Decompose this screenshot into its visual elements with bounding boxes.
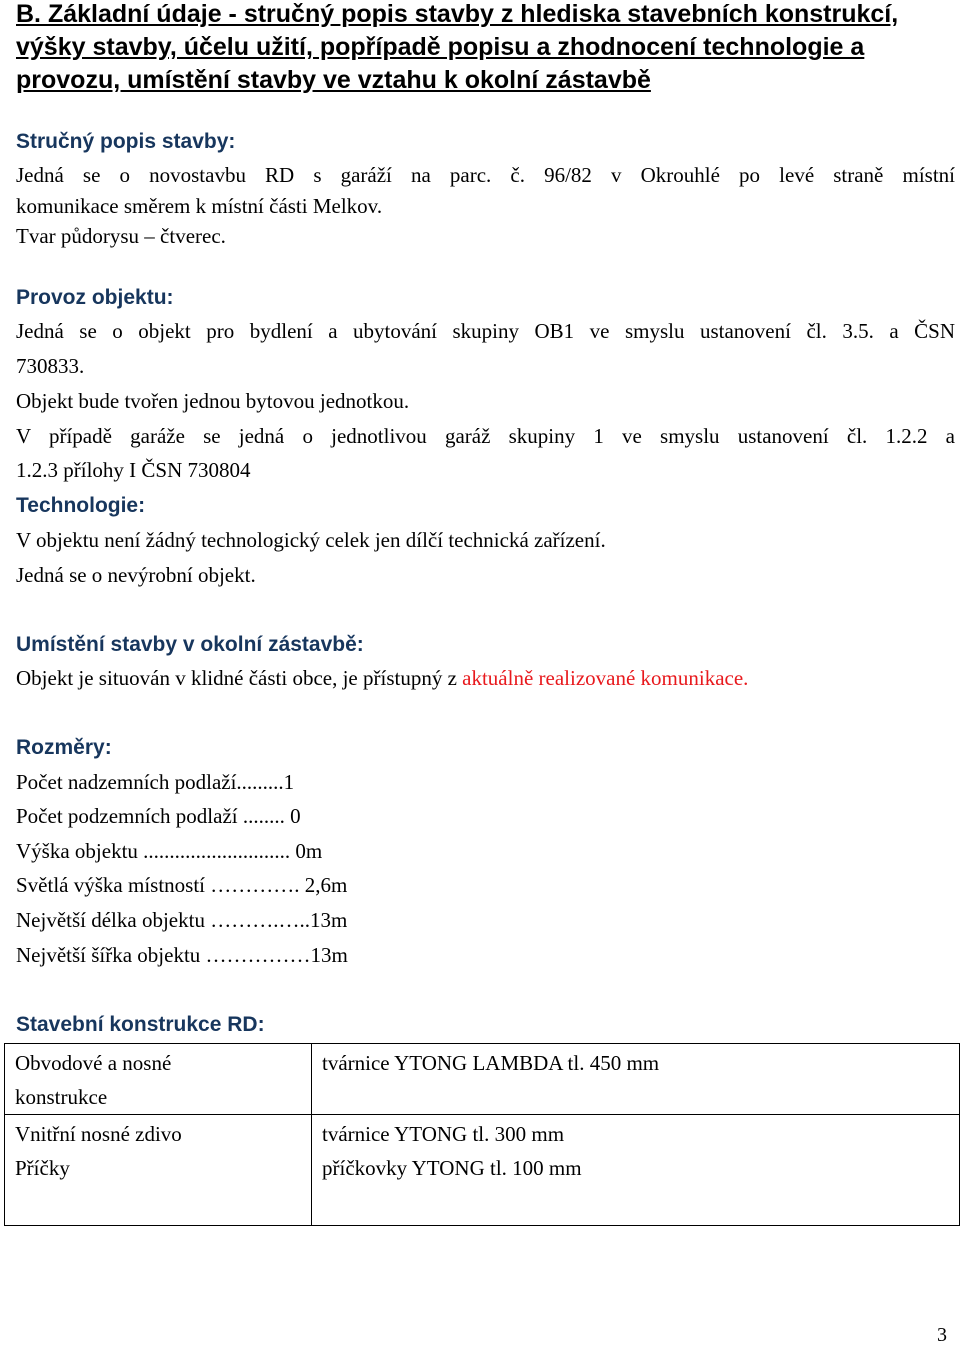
cell-line: konstrukce — [15, 1085, 108, 1109]
table-cell-value — [312, 1044, 960, 1115]
cell-line: příčkovky YTONG tl. 100 mm — [322, 1156, 582, 1180]
table-row — [5, 1115, 960, 1226]
cell-line: Příčky — [15, 1156, 70, 1180]
rozmery-item: Počet nadzemních podlaží.........1 — [16, 770, 295, 794]
provoz-line-2: 730833. — [16, 354, 85, 378]
popis-title: Stručný popis stavby: — [16, 130, 236, 153]
rozmery-item: Výška objektu ............................ 0m — [16, 839, 323, 863]
provoz-line-3: Objekt bude tvořen jednou bytovou jednotkou. — [16, 389, 410, 413]
rozmery-item: Největší délka objektu ……….…..13m — [16, 908, 348, 932]
konstrukce-table — [4, 1043, 960, 1226]
popis-line-1: Jedná se o novostavbu RD s garáží na parc. č. 96/82 v Okrouhlé po levé straně místní — [16, 163, 955, 187]
technologie-line-1: V objektu není žádný technologický celek jen dílčí technická zařízení. — [16, 528, 606, 552]
umisteni-text — [16, 663, 748, 693]
umisteni-title: Umístění stavby v okolní zástavbě: — [16, 633, 364, 656]
cell-line: Obvodové a nosné — [15, 1051, 172, 1075]
table-cell-label — [5, 1115, 312, 1226]
provoz-line-1: Jedná se o objekt pro bydlení a ubytování skupiny OB1 ve smyslu ustanovení čl. 3.5. a ČSN — [16, 319, 955, 343]
popis-line-2: komunikace směrem k místní části Melkov. — [16, 194, 383, 218]
section-heading: B. Základní údaje - stručný popis stavby z hlediska stavebních konstrukcí, výšky stavby, účelu užití, popřípadě popisu a zhodnocení technologie a provozu, umístění stavby ve vztahu k okolní zástavbě — [16, 0, 899, 94]
technologie-line-2: Jedná se o nevýrobní objekt. — [16, 563, 256, 587]
table-cell-value — [312, 1115, 960, 1226]
cell-line: tvárnice YTONG LAMBDA tl. 450 mm — [322, 1051, 660, 1075]
rozmery-title: Rozměry: — [16, 736, 112, 759]
technologie-title: Technologie: — [16, 494, 146, 517]
table-row — [5, 1044, 960, 1115]
rozmery-item: Počet podzemních podlaží ........ 0 — [16, 804, 301, 828]
provoz-line-4: V případě garáže se jedná o jednotlivou garáž skupiny 1 ve smyslu ustanovení čl. 1.2.2 a — [16, 424, 955, 448]
popis-line-3: Tvar půdorysu – čtverec. — [16, 224, 226, 248]
page-number: 3 — [937, 1324, 947, 1346]
provoz-title: Provoz objektu: — [16, 286, 174, 309]
cell-line: Vnitřní nosné zdivo — [15, 1122, 182, 1146]
rozmery-item: Největší šířka objektu ……………13m — [16, 943, 348, 967]
table-cell-label — [5, 1044, 312, 1115]
konstrukce-title: Stavební konstrukce RD: — [16, 1013, 265, 1036]
provoz-line-5: 1.2.3 přílohy I ČSN 730804 — [16, 458, 251, 482]
cell-line: tvárnice YTONG tl. 300 mm — [322, 1122, 565, 1146]
umisteni-text-highlight: aktuálně realizované komunikace. — [462, 666, 749, 690]
rozmery-item: Světlá výška místností …………. 2,6m — [16, 873, 348, 897]
umisteni-text-main: Objekt je situován v klidné části obce, je přístupný z — [16, 666, 463, 690]
